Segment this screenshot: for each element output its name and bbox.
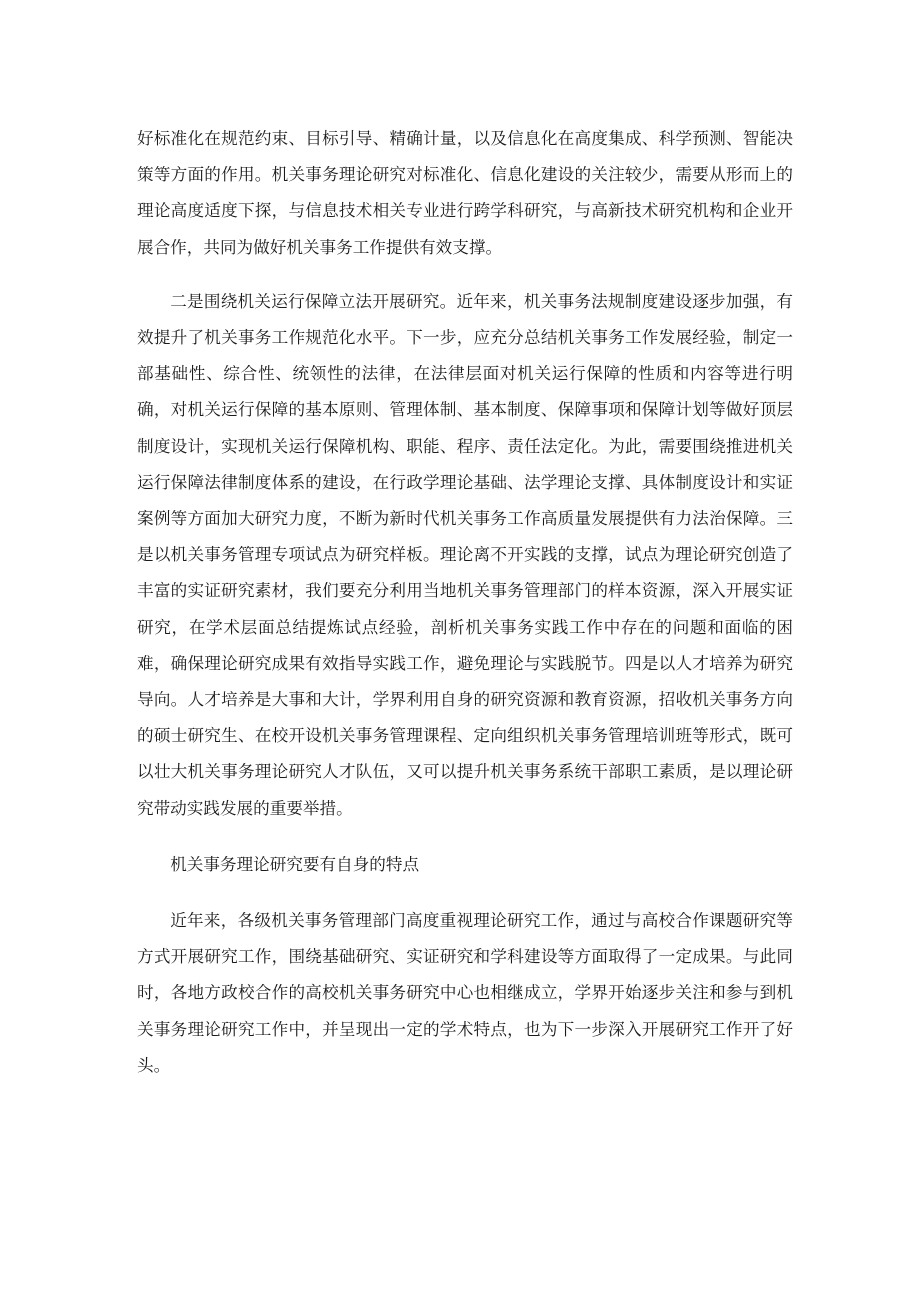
- document-body: [137, 121, 793, 1084]
- section-heading: 机关事务理论研究要有自身的特点: [170, 854, 420, 874]
- paragraph-continuation: 好标准化在规范约束、目标引导、精确计量，以及信息化在高度集成、科学预测、智能决策等方面的作用。机关事务理论研究对标准化、信息化建设的关注较少，需要从形而上的理论高度适度下探，与信息技术相关专业进行跨学科研究，与高新技术研究机构和企业开展合作，共同为做好机关事务工作提供有效支撑。: [137, 129, 793, 257]
- paragraph-recent-years: 近年来，各级机关事务管理部门高度重视理论研究工作，通过与高校合作课题研究等方式开展研究工作，围绕基础研究、实证研究和学科建设等方面取得了一定成果。与此同时，各地方政校合作的高校机关事务研究中心也相继成立，学界开始逐步关注和参与到机关事务理论研究工作中，并呈现出一定的学术特点，也为下一步深入开展研究工作开了好头。: [137, 911, 793, 1075]
- paragraph-legislation-research: 二是围绕机关运行保障立法开展研究。近年来，机关事务法规制度建设逐步加强，有效提升了机关事务工作规范化水平。下一步，应充分总结机关事务工作发展经验，制定一部基础性、综合性、统领性的法律，在法律层面对机关运行保障的性质和内容等进行明确，对机关运行保障的基本原则、管理体制、基本制度、保障事项和保障计划等做好顶层制度设计，实现机关运行保障机构、职能、程序、责任法定化。为此，需要围绕推进机关运行保障法律制度体系的建设，在行政学理论基础、法学理论支撑、具体制度设计和实证案例等方面加大研究力度，不断为新时代机关事务工作高质量发展提供有力法治保障。三是以机关事务管理专项试点为研究样板。理论离不开实践的支撑，试点为理论研究创造了丰富的实证研究素材，我们要充分利用当地机关事务管理部门的样本资源，深入开展实证研究，在学术层面总结提炼试点经验，剖析机关事务实践工作中存在的问题和面临的困难，确保理论研究成果有效指导实践工作，避免理论与实践脱节。四是以人才培养为研究导向。人才培养是大事和大计，学界利用自身的研究资源和教育资源，招收机关事务方向的硕士研究生、在校开设机关事务管理课程、定向组织机关事务管理培训班等形式，既可以壮大机关事务理论研究人才队伍，又可以提升机关事务系统干部职工素质，是以理论研究带动实践发展的重要举措。: [137, 291, 793, 818]
